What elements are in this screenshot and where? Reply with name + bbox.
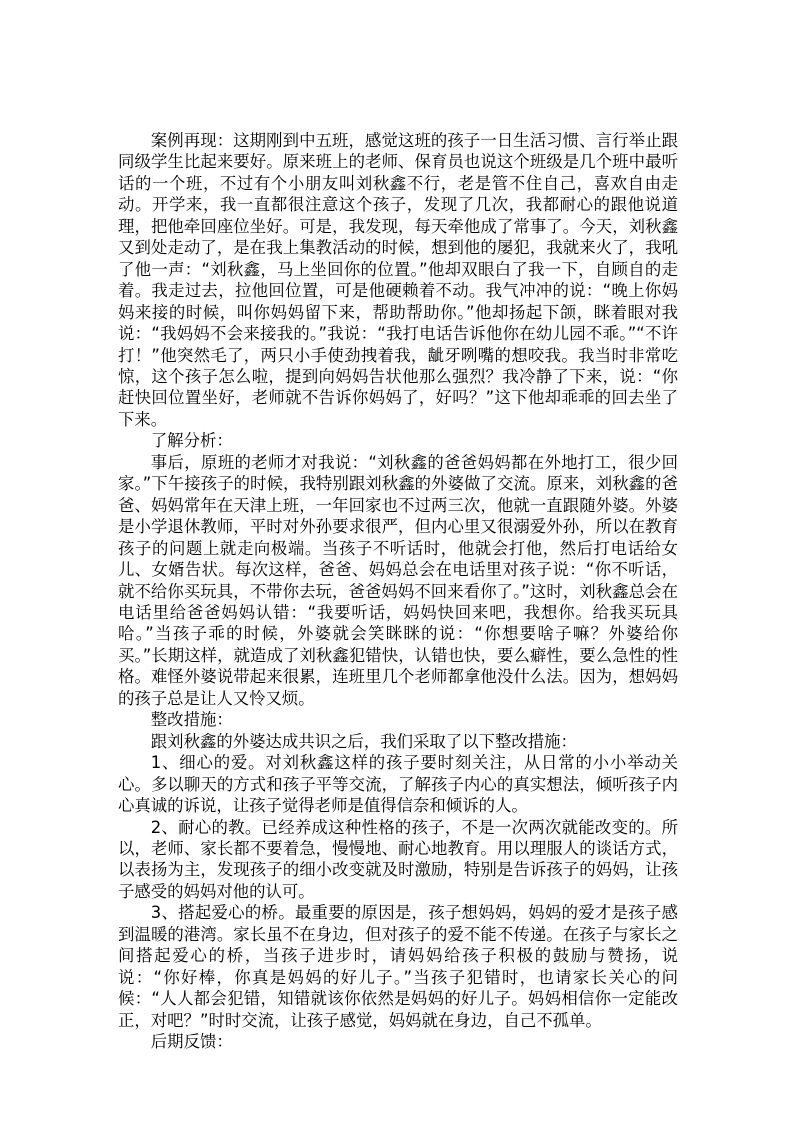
case-paragraph: 案例再现：这期刚到中五班，感觉这班的孩子一日生活习惯、言行举止跟同级学生比起来要好。原来班上的老师、保育员也说这个班级是几个班中最听话的一个班，不过有个小朋友叫刘秋鑫不行，老是管不住自己，喜欢自由走动。开学来，我一直都很注意这个孩子，发现了几次，我都耐心的跟他说道理，把他牵回座位坐好。可是，我发现，每天牵他成了常事了。今天，刘秋鑫又到处走动了，是在我上集教活动的时候，想到他的屡犯，我就来火了，我吼了他一声：“刘秋鑫，马上坐回你的位置。”他却双眼白了我一下，自顾自的走着。我走过去，拉他回位置，可是他硬赖着不动。我气冲冲的说：“晚上你妈妈来接的时候，叫你妈妈留下来，帮助帮助你。”他却扬起下颌，眯着眼对我说：“我妈妈不会来接我的。”我说：“我打电话告诉他你在幼儿园不乖。”“不许打！”他突然毛了，两只小手使劲拽着我，龇牙咧嘴的想咬我。我当时非常吃惊，这个孩子怎么啦，提到向妈妈告状他那么强烈？我冷静了下来，说：“你赶快回位置坐好，老师就不告诉你妈妈了，好吗？”这下他却乖乖的回去坐了下来。 — [118, 131, 678, 429]
measures-heading: 整改措施： — [150, 710, 233, 730]
measure-item-1: 1、细心的爱。对刘秋鑫这样的孩子要时刻关注，从日常的小小举动关心。多以聊天的方式和孩子平等交流，了解孩子内心的真实想法，倾听孩子内心真诚的诉说，让孩子觉得老师是值得信奈和倾诉的人。 — [118, 753, 678, 816]
document-body — [118, 130, 678, 1052]
measure-item-3: 3、搭起爱心的桥。最重要的原因是，孩子想妈妈，妈妈的爱才是孩子感到温暖的港湾。家长虽不在身边，但对孩子的爱不能不传递。在孩子与家长之间搭起爱心的桥，当孩子进步时，请妈妈给孩子积极的鼓励与赞扬，说说：“你好棒，你真是妈妈的好儿子。”当孩子犯错时，也请家长关心的问候：“人人都会犯错，知错就该你依然是妈妈的好儿子。妈妈相信你一定能改正，对吧？”时时交流，让孩子感觉，妈妈就在身边，自己不孤单。 — [118, 903, 678, 1030]
measure-item-2: 2、耐心的教。已经养成这种性格的孩子，不是一次两次就能改变的。所以，老师、家长都不要着急，慢慢地、耐心地教育。用以理服人的谈话方式，以表扬为主，发现孩子的细小改变就及时激励，特别是告诉孩子的妈妈，让孩子感受的妈妈对他的认可。 — [118, 817, 678, 901]
measures-intro: 跟刘秋鑫的外婆达成共识之后，我们采取了以下整改措施： — [150, 731, 577, 751]
feedback-heading: 后期反馈： — [150, 1032, 233, 1052]
analysis-paragraph: 事后，原班的老师才对我说：“刘秋鑫的爸爸妈妈都在外地打工，很少回家。”下午接孩子的时候，我特别跟刘秋鑫的外婆做了交流。原来，刘秋鑫的爸爸、妈妈常年在天津上班，一年回家也不过两三次，他就一直跟随外婆。外婆是小学退休教师，平时对外孙要求很严，但内心里又很溺爱外孙，所以在教育孩子的问题上就走向极端。当孩子不听话时，他就会打他，然后打电话给女儿、女婿告状。每次这样，爸爸、妈妈总会在电话里对孩子说：“你不听话，就不给你买玩具，不带你去玩，爸爸妈妈不回来看你了。”这时，刘秋鑫总会在电话里给爸爸妈妈认错：“我要听话，妈妈快回来吧，我想你。给我买玩具哈。”当孩子乖的时候，外婆就会笑眯眯的说：“你想要啥子嘛？外婆给你买。”长期这样，就造成了刘秋鑫犯错快，认错也快，要么癖性，要么急性的性格。难怪外婆说带起来很累，连班里几个老师都拿他没什么法。因为，想妈妈的孩子总是让人又怜又烦。 — [118, 452, 678, 708]
analysis-heading: 了解分析： — [150, 431, 233, 451]
